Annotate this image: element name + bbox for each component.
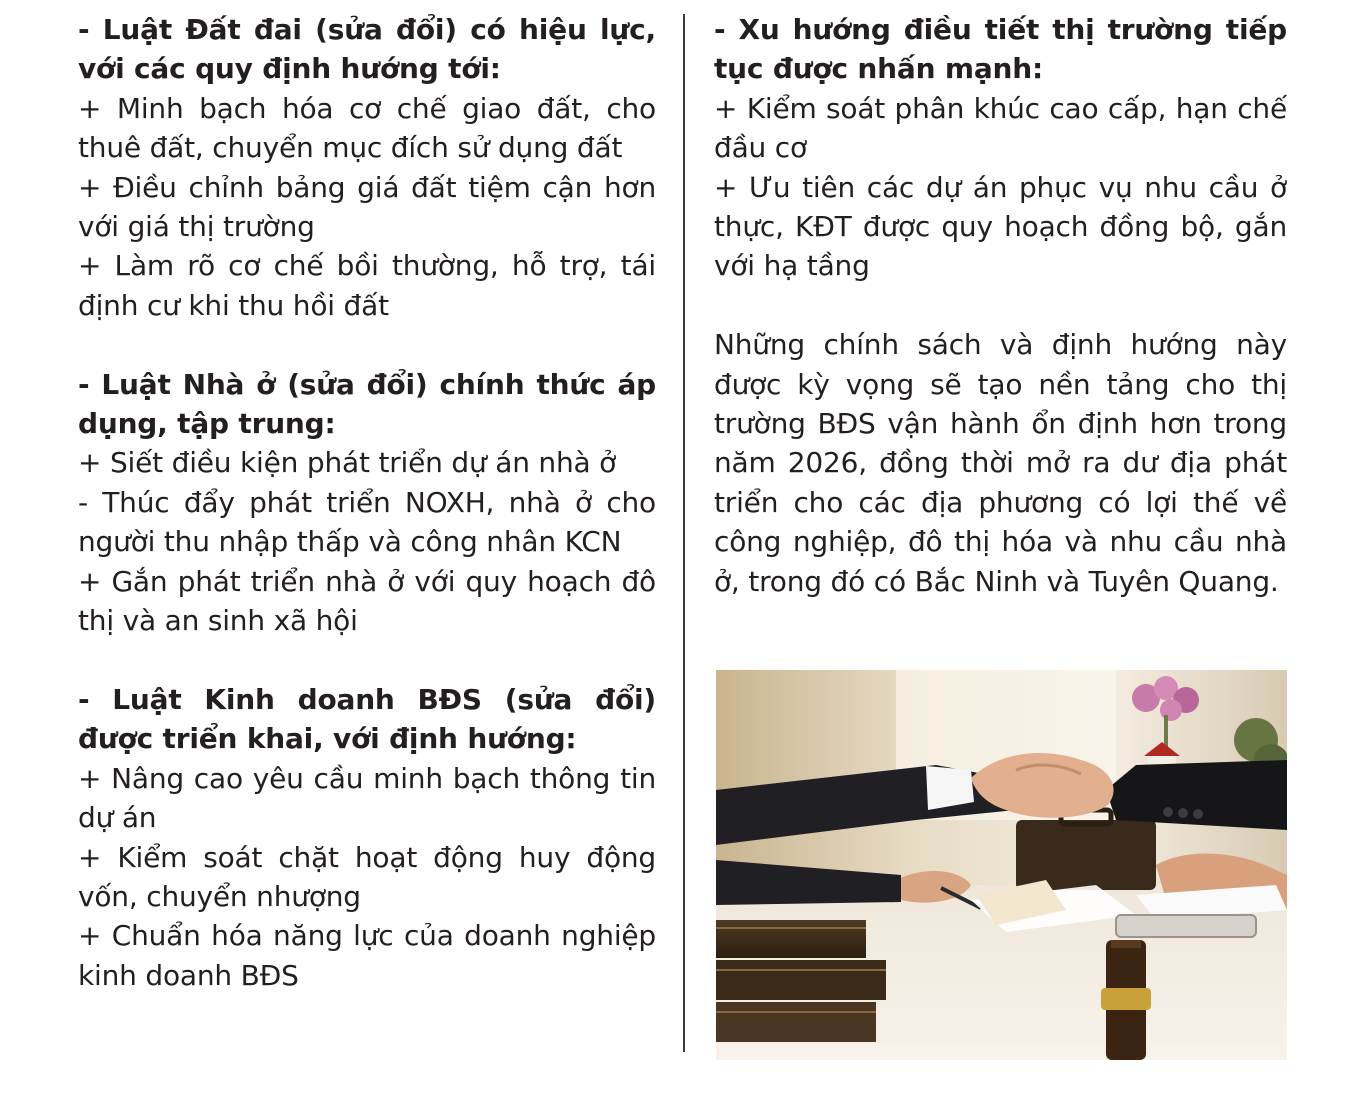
housing-law-item-2: - Thúc đẩy phát triển NOXH, nhà ở cho người thu nhập thấp và công nhân KCN [78,485,656,559]
real-estate-law-item-3: + Chuẩn hóa năng lực của doanh nghiệp kinh doanh BĐS [78,919,656,992]
market-regulation-item-1: + Kiểm soát phân khúc cao cấp, hạn chế đầu cơ [714,91,1287,165]
right-column [714,10,1287,601]
section-housing-law [78,365,656,641]
real-estate-law-item-1: + Nâng cao yêu cầu minh bạch thông tin dự án [78,761,656,835]
market-regulation-item-2: + Ưu tiên các dự án phục vụ nhu cầu ở thực, KĐT được quy hoạch đồng bộ, gắn với hạ tầng [714,170,1287,283]
housing-law-item-3: + Gắn phát triển nhà ở với quy hoạch đô thị và an sinh xã hội [78,564,656,638]
land-law-item-2: + Điều chỉnh bảng giá đất tiệm cận hơn với giá thị trường [78,170,656,244]
column-divider [683,14,685,1052]
conclusion-paragraph: Những chính sách và định hướng này được kỳ vọng sẽ tạo nền tảng cho thị trường BĐS vận hành ổn định hơn trong năm 2026, đồng thời mở ra dư địa phát triển cho các địa phương có lợi thế về công nghiệp, đô thị hóa và nhu cầu nhà ở, trong đó có Bắc Ninh và Tuyên Quang. [714,328,1287,598]
housing-law-heading: - Luật Nhà ở (sửa đổi) chính thức áp dụng, tập trung: [78,367,656,441]
market-regulation-heading: - Xu hướng điều tiết thị trường tiếp tục được nhấn mạnh: [714,13,1287,86]
land-law-item-3: + Làm rõ cơ chế bồi thường, hỗ trợ, tái định cư khi thu hồi đất [78,249,656,322]
section-land-law [78,10,656,325]
section-market-regulation [714,10,1287,286]
left-column [78,10,656,995]
real-estate-law-item-2: + Kiểm soát chặt hoạt động huy động vốn, chuyển nhượng [78,840,656,913]
land-law-item-1: + Minh bạch hóa cơ chế giao đất, cho thuê đất, chuyển mục đích sử dụng đất [78,91,656,165]
real-estate-law-heading: - Luật Kinh doanh BĐS (sửa đổi) được triển khai, với định hướng: [78,682,656,756]
housing-law-item-1: + Siết điều kiện phát triển dự án nhà ở [78,446,617,480]
section-real-estate-law [78,680,656,995]
handshake-photo [716,670,1287,1060]
land-law-heading: - Luật Đất đai (sửa đổi) có hiệu lực, với các quy định hướng tới: [78,13,656,86]
